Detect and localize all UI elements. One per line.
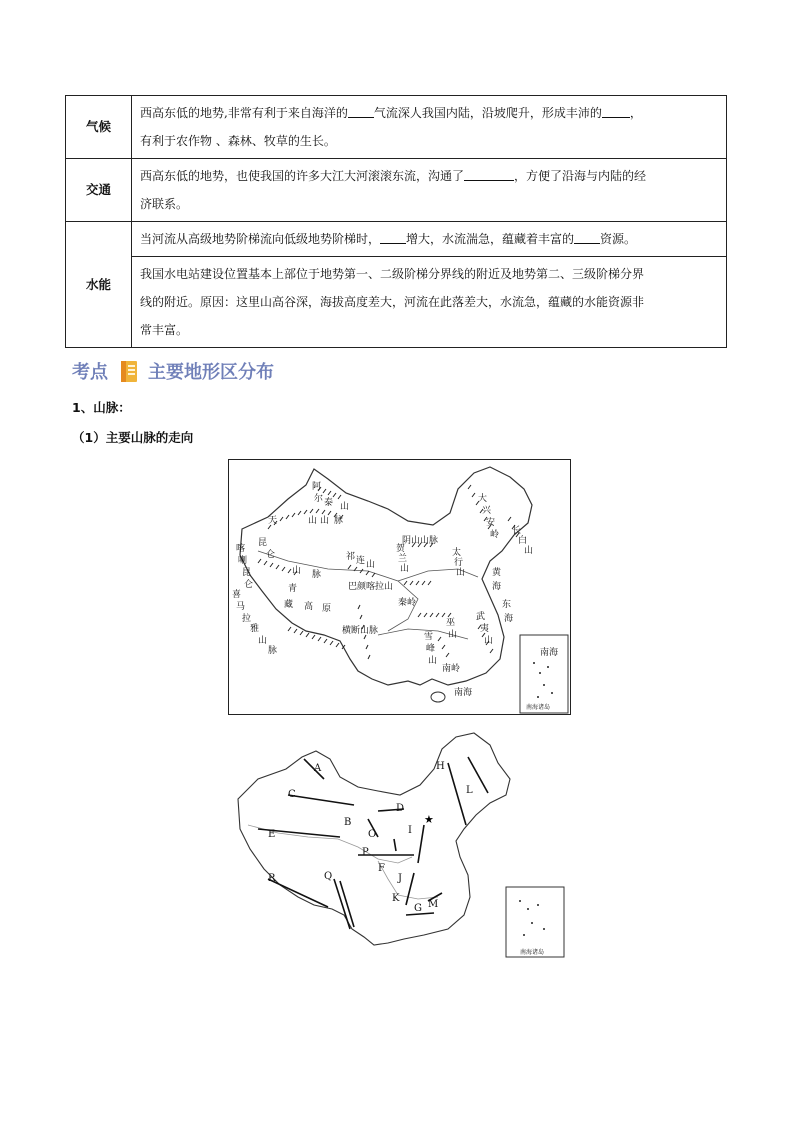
svg-text:脉: 脉 xyxy=(334,516,344,526)
fill-blank[interactable] xyxy=(464,168,514,181)
row-label-climate: 气候 xyxy=(66,96,132,159)
svg-text:天: 天 xyxy=(268,516,278,526)
svg-text:秦岭: 秦岭 xyxy=(398,598,417,608)
svg-text:喇: 喇 xyxy=(238,556,248,566)
svg-text:祁: 祁 xyxy=(346,552,356,562)
svg-text:仑: 仑 xyxy=(266,550,276,560)
svg-text:L: L xyxy=(466,785,473,796)
svg-text:P: P xyxy=(362,847,369,858)
svg-text:喜: 喜 xyxy=(232,590,242,600)
svg-text:巴颜喀拉山: 巴颜喀拉山 xyxy=(348,582,394,592)
svg-text:马: 马 xyxy=(236,602,246,612)
svg-text:Q: Q xyxy=(324,871,333,882)
svg-text:山: 山 xyxy=(456,568,466,578)
inset-caption: 南海诸岛 xyxy=(520,949,545,956)
star-icon: ★ xyxy=(424,813,434,826)
svg-text:R: R xyxy=(268,873,276,884)
svg-text:山: 山 xyxy=(524,546,534,556)
svg-text:拉: 拉 xyxy=(242,614,252,624)
svg-text:贺: 贺 xyxy=(396,544,406,554)
section-prefix: 考点 xyxy=(72,362,108,383)
table-row xyxy=(66,222,727,257)
book-icon xyxy=(118,358,140,384)
south-sea-inset xyxy=(520,635,568,713)
svg-text:兴: 兴 xyxy=(482,506,492,516)
subsection-subheading: （1）主要山脉的走向 xyxy=(72,430,194,445)
svg-text:山: 山 xyxy=(400,564,410,574)
section-heading: 主要地形区分布 xyxy=(148,362,274,383)
svg-text:山: 山 xyxy=(448,630,458,640)
svg-text:山: 山 xyxy=(258,636,268,646)
svg-text:藏: 藏 xyxy=(284,600,294,610)
terrain-impact-table xyxy=(65,95,727,348)
svg-text:岭: 岭 xyxy=(490,530,500,540)
table-row xyxy=(66,159,727,222)
svg-text:喀: 喀 xyxy=(236,544,246,554)
svg-text:A: A xyxy=(314,763,322,774)
svg-text:山: 山 xyxy=(308,516,318,526)
svg-text:J: J xyxy=(398,873,403,884)
svg-text:山: 山 xyxy=(366,560,376,570)
fill-blank[interactable] xyxy=(602,105,630,118)
subsection-heading: 1、山脉： xyxy=(72,400,131,415)
svg-text:山: 山 xyxy=(320,516,330,526)
svg-text:雪: 雪 xyxy=(424,632,434,642)
svg-text:夷: 夷 xyxy=(480,624,490,634)
svg-text:东: 东 xyxy=(502,600,512,610)
svg-text:海: 海 xyxy=(504,614,514,624)
svg-text:安: 安 xyxy=(486,518,496,528)
fill-blank[interactable] xyxy=(574,231,600,244)
svg-text:巫: 巫 xyxy=(446,618,456,628)
svg-text:K: K xyxy=(392,893,400,904)
svg-text:高: 高 xyxy=(304,602,314,612)
svg-text:白: 白 xyxy=(518,536,528,546)
svg-text:仑: 仑 xyxy=(244,580,254,590)
svg-text:G: G xyxy=(414,903,422,914)
svg-text:山: 山 xyxy=(340,502,350,512)
svg-text:脉: 脉 xyxy=(312,570,322,580)
svg-text:山: 山 xyxy=(292,566,302,576)
map-letters xyxy=(268,761,473,914)
svg-text:行: 行 xyxy=(454,558,464,568)
svg-text:海: 海 xyxy=(492,582,502,592)
row-content-climate: 西高东低的地势,非常有利于来自海洋的 气流深人我国内陆，沿坡爬升，形成丰沛的 ， 有利于农作物 、森林、牧草的生长。 xyxy=(132,96,727,159)
south-sea-inset xyxy=(506,887,564,957)
mountain-ranges-map xyxy=(228,459,571,715)
fill-blank[interactable] xyxy=(348,105,374,118)
svg-text:山: 山 xyxy=(484,636,494,646)
svg-text:C: C xyxy=(288,789,296,800)
svg-text:山: 山 xyxy=(428,656,438,666)
section-title xyxy=(72,356,274,386)
svg-text:H: H xyxy=(436,761,445,772)
svg-text:F: F xyxy=(378,863,385,874)
svg-text:峰: 峰 xyxy=(426,644,436,654)
row-label-hydropower: 水能 xyxy=(66,222,132,348)
svg-text:南海: 南海 xyxy=(454,688,473,698)
svg-text:黄: 黄 xyxy=(492,568,502,578)
svg-text:昆: 昆 xyxy=(242,568,252,578)
svg-text:脉: 脉 xyxy=(268,646,278,656)
svg-text:武: 武 xyxy=(476,612,486,622)
inset-label: 南海 xyxy=(540,648,559,658)
svg-text:I: I xyxy=(408,825,412,836)
row-content-hydropower-2: 我国水电站建设位置基本上部位于地势第一、二级阶梯分界线的附近及地势第二、三级阶梯分界 线的附近。原因：这里山高谷深，海拔高度差大，河流在此落差大，水流急，蕴藏的水能资源非 常丰富。 xyxy=(132,257,727,348)
svg-text:尔: 尔 xyxy=(314,494,324,504)
fill-blank[interactable] xyxy=(380,231,406,244)
svg-text:阿: 阿 xyxy=(312,482,322,492)
svg-text:大: 大 xyxy=(478,494,488,504)
svg-text:南岭: 南岭 xyxy=(442,664,461,674)
row-label-transport: 交通 xyxy=(66,159,132,222)
svg-text:原: 原 xyxy=(322,604,332,614)
table-row xyxy=(66,96,727,159)
svg-text:D: D xyxy=(396,803,405,814)
svg-text:兰: 兰 xyxy=(398,554,408,564)
mountain-lines xyxy=(258,757,488,929)
svg-text:E: E xyxy=(268,829,276,840)
svg-text:长: 长 xyxy=(512,526,522,536)
svg-text:连: 连 xyxy=(356,556,366,566)
svg-text:泰: 泰 xyxy=(324,498,334,508)
svg-text:太: 太 xyxy=(452,548,462,558)
lettered-mountains-map xyxy=(228,729,571,960)
table-row xyxy=(66,257,727,348)
svg-text:昆: 昆 xyxy=(258,538,268,548)
svg-text:横断山脉: 横断山脉 xyxy=(342,626,379,636)
row-content-transport: 西高东低的地势，也使我国的许多大江大河滚滚东流，沟通了 ，方便了沿海与内陆的经 济联系。 xyxy=(132,159,727,222)
inset-caption: 南海诸岛 xyxy=(526,704,551,711)
svg-text:B: B xyxy=(344,817,352,828)
svg-text:雅: 雅 xyxy=(250,624,260,634)
svg-text:阴山山脉: 阴山山脉 xyxy=(402,536,439,546)
row-content-hydropower-1: 当河流从高级地势阶梯流向低级地势阶梯时， 增大，水流湍急，蕴藏着丰富的 资源。 xyxy=(132,222,727,257)
svg-text:O: O xyxy=(368,829,377,840)
svg-text:青: 青 xyxy=(288,584,298,594)
svg-text:M: M xyxy=(428,899,439,910)
